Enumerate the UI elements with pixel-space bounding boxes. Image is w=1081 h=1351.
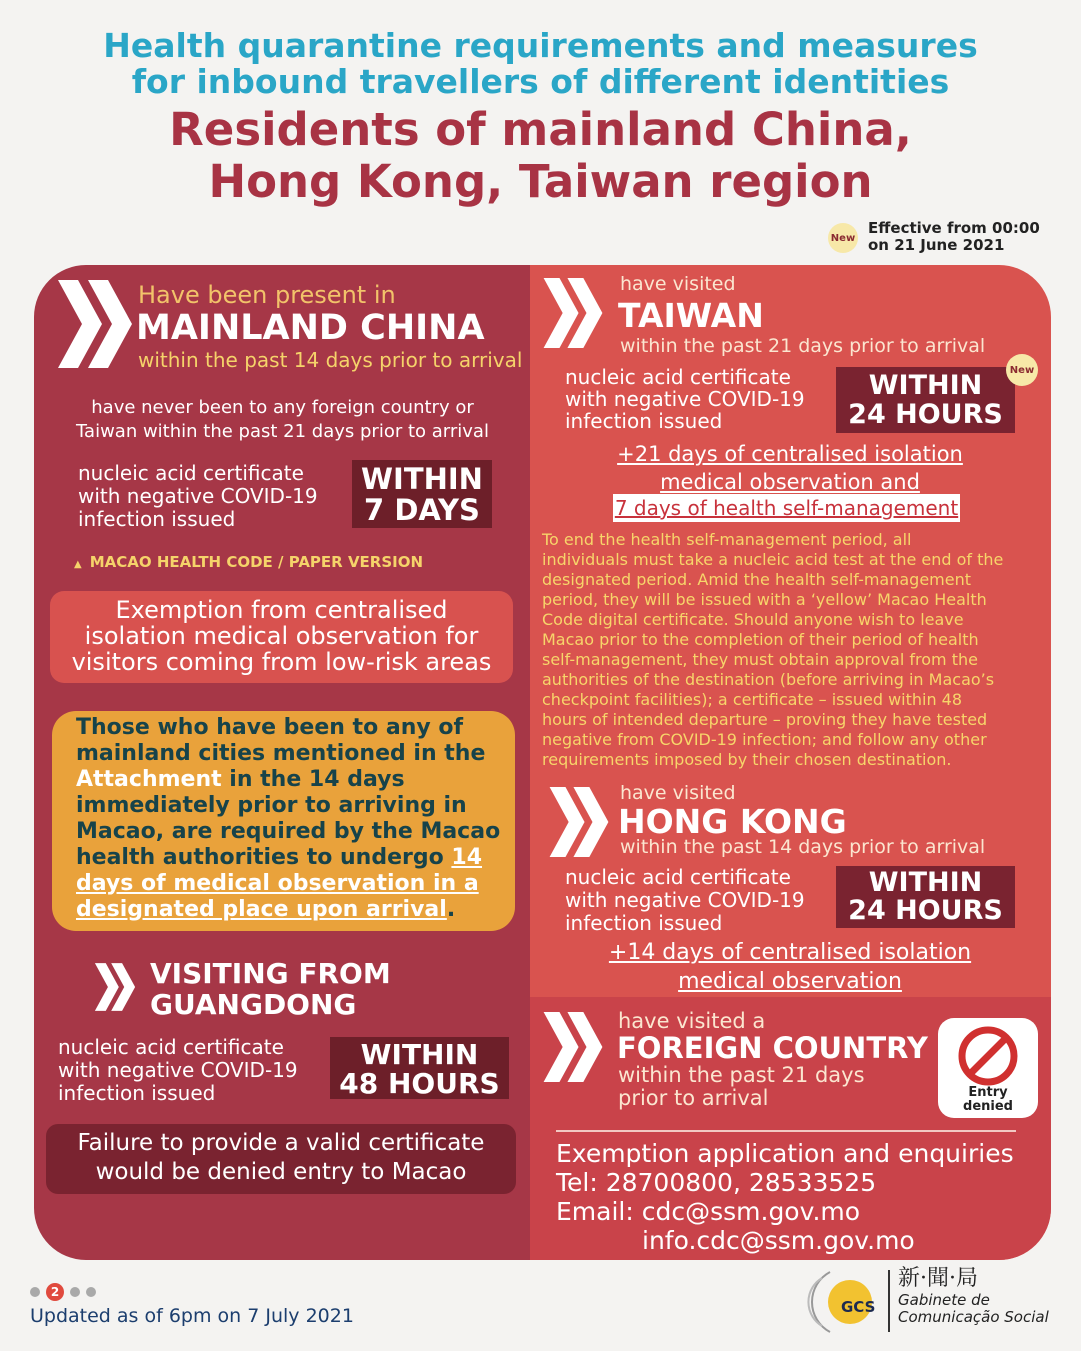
orange-line-3b: in the 14 days: [221, 767, 405, 792]
effective-date: [868, 220, 1068, 254]
tw-cert-line-1: nucleic acid certificate: [565, 365, 791, 389]
foreign-post: [618, 1064, 865, 1110]
tw-iso-line-1: +21 days of centralised isolation: [617, 442, 963, 466]
orange-line-7: days of medical observation in a: [76, 871, 479, 896]
updated-date: Updated as of 6pm on 7 July 2021: [30, 1305, 354, 1327]
denied-line-1: Entry: [968, 1085, 1008, 1100]
chevron-icon: [90, 962, 140, 1012]
chevron-icon: [542, 1010, 604, 1084]
exempt-line-2: isolation medical observation for: [84, 622, 479, 650]
gd-within-value: 48 HOURS: [339, 1067, 500, 1100]
health-code-note: [74, 553, 423, 571]
contact-tel[interactable]: Tel: 28700800, 28533525: [556, 1168, 877, 1197]
page-indicator: [30, 1281, 102, 1301]
self-management-paragraph: [542, 530, 1003, 770]
orange-line-8b: .: [446, 897, 456, 922]
tw-iso-line-2: medical observation and: [660, 470, 920, 494]
paragraph-line: To end the health self-management period, all: [542, 530, 912, 549]
taiwan-pre: have visited: [620, 273, 736, 295]
paragraph-line: individuals must take a nucleic acid test at the end of the: [542, 550, 1004, 569]
triangle-icon: ▲: [74, 559, 82, 570]
header-title: [0, 104, 1081, 208]
hk-within-value: 24 HOURS: [848, 895, 1003, 926]
entry-denied-card: [938, 1018, 1038, 1118]
gd-cert-line-3: infection issued: [58, 1081, 216, 1105]
title-line-1: Residents of mainland China,: [169, 103, 912, 156]
hk-iso-line-1: +14 days of centralised isolation: [608, 940, 972, 965]
exempt-line-1: Exemption from centralised: [115, 596, 448, 624]
exempt-line-3: visitors coming from low-risk areas: [71, 648, 492, 676]
guangdong-title-1: VISITING FROM: [150, 957, 391, 990]
title-line-2: Hong Kong, Taiwan region: [208, 155, 873, 208]
new-badge: New: [828, 223, 858, 253]
orange-line-2: mainland cities mentioned in the: [76, 741, 486, 766]
no-entry-icon: [956, 1024, 1020, 1088]
note-line-2: Taiwan within the past 21 days prior to arrival: [76, 421, 489, 442]
chevron-icon: [548, 785, 610, 859]
hk-cert-line-3: infection issued: [565, 911, 723, 935]
contact-block: [556, 1139, 1014, 1255]
orange-line-1: Those who have been to any of: [76, 715, 464, 740]
hk-post: within the past 14 days prior to arrival: [620, 836, 986, 858]
hk-within-label: WITHIN: [868, 867, 983, 898]
divider: [556, 1130, 1016, 1132]
attachment-link[interactable]: Attachment: [76, 767, 222, 792]
gd-within-label: WITHIN: [360, 1038, 479, 1071]
chevron-icon: [542, 276, 604, 350]
taiwan-isolation: [560, 440, 1020, 496]
within-label: WITHIN: [361, 462, 483, 496]
contact-email-2[interactable]: info.cdc@ssm.gov.mo: [642, 1226, 915, 1255]
orange-line-8a: designated place upon arrival: [76, 897, 447, 922]
hk-cert-line-2: with negative COVID-19: [565, 888, 805, 912]
cert-line-2: with negative COVID-19: [78, 484, 318, 508]
note-line-1: have never been to any foreign country or: [91, 397, 474, 418]
page-dot[interactable]: [70, 1287, 80, 1297]
logo-pt-2: Comunicação Social: [898, 1308, 1049, 1326]
paragraph-line: requirements imposed by their chosen destination.: [542, 750, 952, 769]
fail-line-1: Failure to provide a valid certificate: [77, 1130, 485, 1156]
mainland-post: within the past 14 days prior to arrival: [138, 348, 523, 372]
within-7-days-box: [352, 460, 492, 528]
paragraph-line: period, they will be issued with a ‘yellow’ Macao Health: [542, 590, 987, 609]
paragraph-line: authorities of the destination (before arriving in Macao’s: [542, 670, 995, 689]
paragraph-line: checkpoint facilities); a certificate – issued within 48: [542, 690, 963, 709]
foreign-name: FOREIGN COUNTRY: [617, 1031, 928, 1065]
page-dot[interactable]: [30, 1287, 40, 1297]
paragraph-line: self-management, they must obtain approval from the: [542, 650, 978, 669]
within-value: 7 DAYS: [364, 493, 480, 527]
mainland-pre: Have been present in: [138, 281, 396, 309]
header-line-1: Health quarantine requirements and measures: [103, 26, 978, 65]
foreign-post-2: prior to arrival: [618, 1086, 769, 1110]
fail-line-2: would be denied entry to Macao: [95, 1159, 467, 1185]
taiwan-cert: [565, 366, 805, 432]
tw-within-label: WITHIN: [868, 370, 983, 401]
self-management-box: 7 days of health self-management: [614, 496, 959, 520]
contact-heading: Exemption application and enquiries: [556, 1139, 1014, 1168]
foreign-post-1: within the past 21 days: [618, 1063, 865, 1087]
paragraph-line: Code digital certificate. Should anyone wish to leave: [542, 610, 964, 629]
hk-name: HONG KONG: [618, 802, 847, 841]
within-48-hours-box: [330, 1037, 509, 1099]
cert-line-1: nucleic acid certificate: [78, 461, 304, 485]
contact-email-1[interactable]: Email: cdc@ssm.gov.mo: [556, 1197, 861, 1226]
tw-cert-line-2: with negative COVID-19: [565, 387, 805, 411]
entry-denied-label: [938, 1086, 1038, 1114]
cert-line-3: infection issued: [78, 507, 236, 531]
mainland-cert: [78, 462, 318, 531]
gcs-logo-text: [898, 1266, 1049, 1326]
paragraph-line: hours of intended departure – proving they have tested: [542, 710, 988, 729]
logo-divider: [888, 1270, 890, 1332]
guangdong-cert: [58, 1036, 298, 1105]
orange-line-3: [76, 767, 515, 793]
tw-within-value: 24 HOURS: [848, 399, 1003, 430]
orange-line-4: immediately prior to arriving in: [76, 793, 467, 818]
exemption-box: [50, 591, 513, 683]
paragraph-line: Macao prior to the completion of their period of health: [542, 630, 979, 649]
gcs-logo-icon: [800, 1264, 890, 1340]
effective-line-2: on 21 June 2021: [868, 236, 1005, 254]
orange-line-6: [76, 845, 515, 871]
gd-cert-line-2: with negative COVID-19: [58, 1058, 298, 1082]
mainland-note: [40, 396, 525, 444]
hk-iso-line-2: medical observation: [678, 969, 902, 994]
taiwan-post: within the past 21 days prior to arrival: [620, 335, 986, 357]
chevron-icon: [56, 278, 134, 370]
logo-cn: 新·聞·局: [898, 1266, 978, 1291]
header-line-2: for inbound travellers of different identities: [131, 62, 950, 101]
hk-cert: [565, 866, 805, 935]
attachment-box: [52, 711, 515, 931]
hk-pre: have visited: [620, 782, 736, 804]
gd-cert-line-1: nucleic acid certificate: [58, 1035, 284, 1059]
guangdong-title: [150, 958, 391, 1020]
taiwan-name: TAIWAN: [618, 296, 764, 335]
page-dot[interactable]: [86, 1287, 96, 1297]
taiwan-within-box: [836, 367, 1015, 433]
page-dot-active[interactable]: 2: [46, 1283, 64, 1301]
tw-cert-line-3: infection issued: [565, 409, 723, 433]
hk-cert-line-1: nucleic acid certificate: [565, 865, 791, 889]
orange-line-6b: 14: [451, 845, 483, 870]
foreign-pre: have visited a: [618, 1009, 766, 1033]
orange-line-8: [76, 897, 515, 923]
header-subtitle: [0, 28, 1081, 100]
denied-line-2: denied: [963, 1099, 1013, 1114]
hk-within-box: [836, 866, 1015, 928]
logo-pt-1: Gabinete de: [898, 1291, 990, 1309]
new-badge: New: [1006, 354, 1038, 386]
health-code-label: MACAO HEALTH CODE / PAPER VERSION: [89, 553, 424, 571]
paragraph-line: designated period. Amid the health self-management: [542, 570, 972, 589]
effective-line-1: Effective from 00:00: [868, 219, 1040, 237]
mainland-name: MAINLAND CHINA: [136, 308, 485, 348]
paragraph-line: negative from COVID-19 infection; and follow any other: [542, 730, 987, 749]
orange-line-5: Macao, are required by the Macao: [76, 819, 501, 844]
logo-abbr: GCS: [841, 1298, 876, 1316]
guangdong-title-2: GUANGDONG: [150, 988, 357, 1021]
hk-isolation: [555, 938, 1025, 996]
orange-line-6a: health authorities to undergo: [76, 845, 452, 870]
failure-note: [46, 1124, 516, 1194]
